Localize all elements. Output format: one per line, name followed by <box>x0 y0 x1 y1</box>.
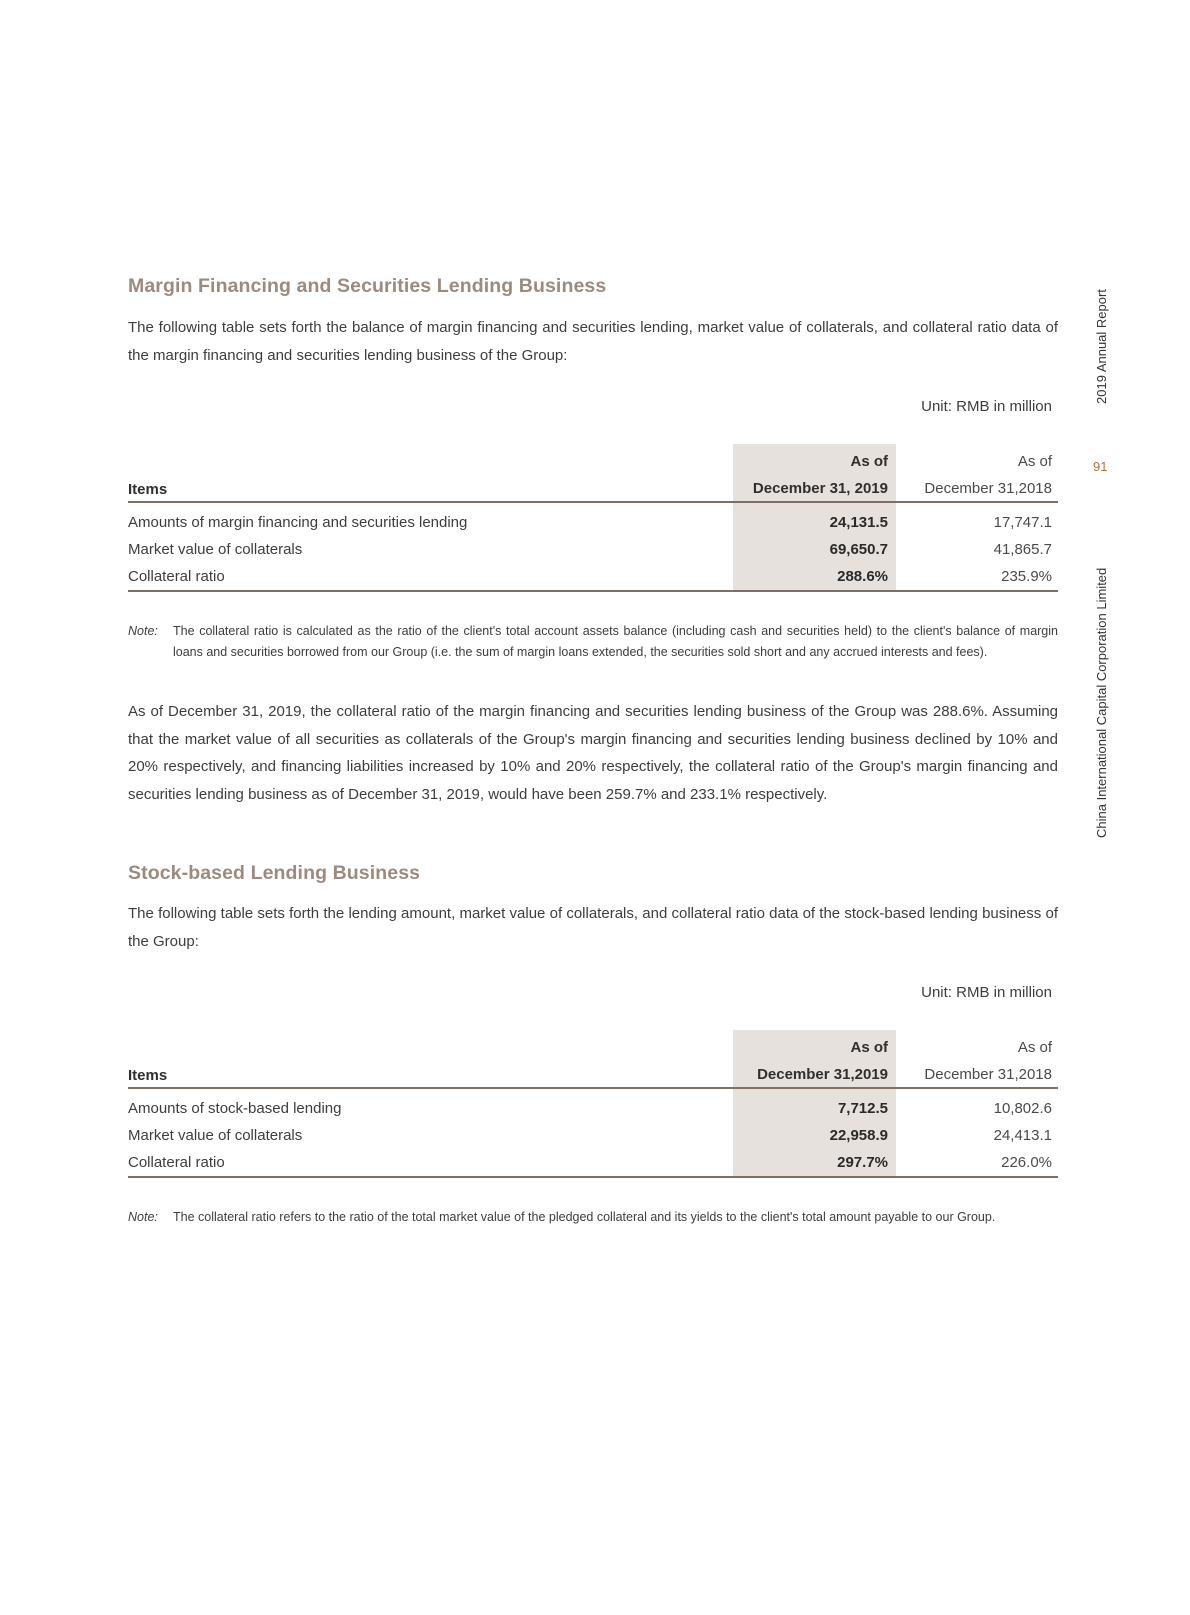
report-title-vertical: 2019 Annual Report <box>1094 289 1109 404</box>
table-bottom-rule <box>128 590 1058 592</box>
value-2018: 24,413.1 <box>993 1127 1052 1144</box>
company-name-vertical: China International Capital Corporation Limited <box>1094 567 1109 838</box>
header-2019-line1: As of <box>850 1039 888 1056</box>
header-2018 <box>924 448 1052 502</box>
section-heading-margin-financing: Margin Financing and Securities Lending Business <box>128 275 607 297</box>
note-label: Note: <box>128 1210 158 1224</box>
value-2019: 24,131.5 <box>829 514 888 531</box>
header-2019-line2: December 31, 2019 <box>752 480 888 497</box>
unit-label: Unit: RMB in million <box>921 398 1052 415</box>
header-2018-line2: December 31,2018 <box>924 480 1052 497</box>
table-row <box>128 509 1058 536</box>
value-2018: 235.9% <box>1001 568 1052 585</box>
note-margin-financing <box>128 621 1058 663</box>
header-divider <box>128 501 1058 503</box>
header-divider <box>128 1087 1058 1089</box>
note-label: Note: <box>128 624 158 638</box>
row-label: Collateral ratio <box>128 1154 225 1171</box>
table-header <box>128 448 1058 504</box>
row-label: Collateral ratio <box>128 568 225 585</box>
table-row <box>128 1095 1058 1122</box>
header-2018-line2: December 31,2018 <box>924 1066 1052 1083</box>
header-2019 <box>757 1034 888 1088</box>
value-2018: 10,802.6 <box>993 1100 1052 1117</box>
row-label: Market value of collaterals <box>128 1127 303 1144</box>
header-2018 <box>924 1034 1052 1088</box>
unit-label: Unit: RMB in million <box>921 984 1052 1001</box>
note-text: The collateral ratio is calculated as the ratio of the client's total account assets balance (including cash and securities held) to the client's balance of margin loans and securities borrowed from our Group (i.e. the sum of margin loans extended, the securities sold short and any accrued interests and fees). <box>173 624 1058 659</box>
value-2018: 226.0% <box>1001 1154 1052 1171</box>
collateral-ratio-paragraph: As of December 31, 2019, the collateral ratio of the margin financing and securities lending business of the Group was 288.6%. Assuming that the market value of all securities as collaterals of the Group's margin financing and securities lending business declined by 10% and 20% respectively, and financing liabilities increased by 10% and 20% respectively, the collateral ratio of the Group's margin financing and securities lending business as of December 31, 2019, would have been 259.7% and 233.1% respectively. <box>128 703 1058 803</box>
row-label: Market value of collaterals <box>128 541 303 558</box>
table-header <box>128 1034 1058 1090</box>
value-2019: 297.7% <box>837 1154 888 1171</box>
section-intro-stock-based-lending: The following table sets forth the lending amount, market value of collaterals, and collateral ratio data of the stock-based lending business of the Group: <box>128 905 1058 950</box>
section-intro-margin-financing: The following table sets forth the balance of margin financing and securities lending, market value of collaterals, and collateral ratio data of the margin financing and securities lending business of the Group: <box>128 319 1058 364</box>
header-2019-line1: As of <box>850 453 888 470</box>
table-bottom-rule <box>128 1176 1058 1178</box>
table-row <box>128 1149 1058 1176</box>
page-number: 91 <box>1093 459 1108 474</box>
header-2019-line2: December 31,2019 <box>757 1066 888 1083</box>
value-2019: 69,650.7 <box>829 541 888 558</box>
row-label: Amounts of margin financing and securities lending <box>128 514 468 531</box>
header-2018-line1: As of <box>1017 453 1052 470</box>
value-2019: 7,712.5 <box>837 1100 888 1117</box>
header-items: Items <box>128 1067 168 1084</box>
table-row <box>128 1122 1058 1149</box>
section-heading-stock-based-lending: Stock-based Lending Business <box>128 862 421 884</box>
table-row <box>128 536 1058 563</box>
value-2018: 17,747.1 <box>993 514 1052 531</box>
value-2019: 22,958.9 <box>829 1127 888 1144</box>
header-2019 <box>753 448 888 502</box>
header-2018-line1: As of <box>1017 1039 1052 1056</box>
value-2018: 41,865.7 <box>993 541 1052 558</box>
header-items: Items <box>128 481 168 498</box>
note-text: The collateral ratio refers to the ratio of the total market value of the pledged collateral and its yields to the client's total amount payable to our Group. <box>173 1210 996 1224</box>
note-stock-based-lending <box>128 1207 1058 1228</box>
row-label: Amounts of stock-based lending <box>128 1100 342 1117</box>
value-2019: 288.6% <box>837 568 888 585</box>
table-row <box>128 563 1058 590</box>
